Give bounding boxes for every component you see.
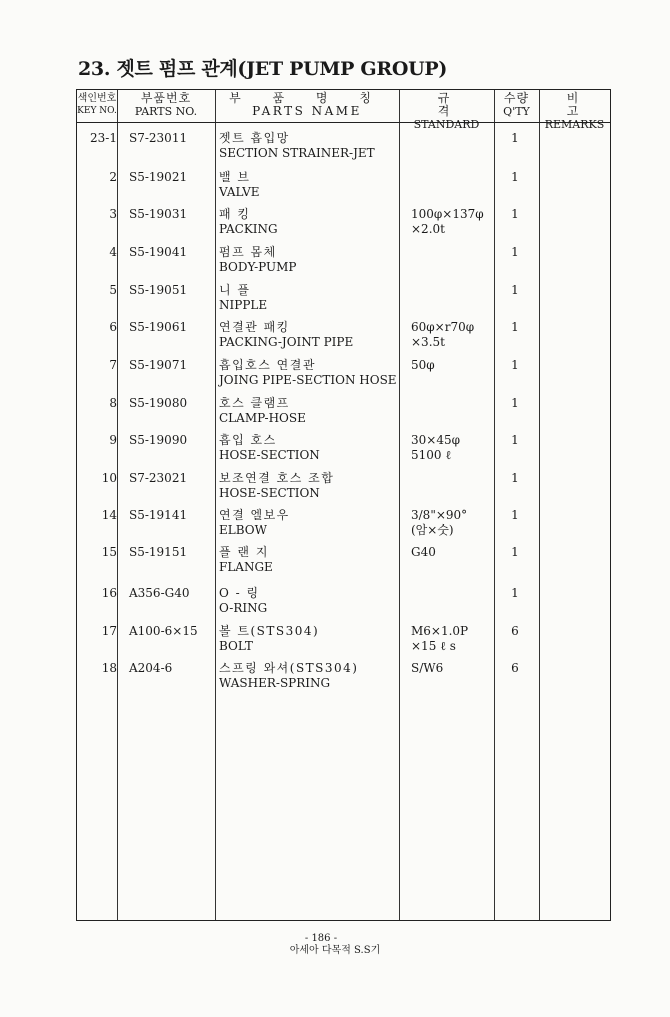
parts-table [76,89,611,921]
page-footer [0,933,670,957]
header-parts-no: 부품번호 PARTS NO. [134,91,198,118]
table-row: 17 A100-6×15 볼 트(STS304) BOLT M6×1.0P ×15 ℓ s 6 [101,624,519,653]
table-row: 9 S5-19090 흡입 호스 HOSE-SECTION 30×45φ 5100 ℓ 1 [109,433,519,462]
table-row: 6 S5-19061 연결관 패킹 PACKING-JOINT PIPE 60φ×r70φ ×3.5t 1 [109,320,519,349]
table-row: 10 S7-23021 보조연결 호스 조합 HOSE-SECTION 1 [101,471,519,500]
page-number: - 186 - [304,933,338,944]
table-row: 7 S5-19071 흡입호스 연결관 JOING PIPE-SECTION HOSE 50φ 1 [109,358,519,387]
table-row: 8 S5-19080 호스 클램프 CLAMP-HOSE 1 [109,396,519,425]
table-row: 14 S5-19141 연결 엘보우 ELBOW 3/8"×90° (암×숫) 1 [101,508,519,537]
table-row: 5 S5-19051 니 플 NIPPLE 1 [109,283,519,312]
table-row: 3 S5-19031 패 킹 PACKING 100φ×137φ ×2.0t 1 [109,207,519,236]
page-title: 23. 젯트 펌프 관계(JET PUMP GROUP) [78,58,448,80]
table-row: 2 S5-19021 밸 브 VALVE 1 [109,170,519,199]
footer-caption: 아세아 다목적 S.S기 [289,945,381,956]
table-row: 4 S5-19041 펌프 몸체 BODY-PUMP 1 [109,245,519,274]
header-parts-name: 부 품 명 칭 PARTS NAME [229,91,385,118]
header-standard: 규 격 STANDARD [413,91,480,131]
header-qty: 수량 Q'TY [503,91,530,118]
table-row: 18 A204-6 스프링 와셔(STS304) WASHER-SPRING S/W6 6 [101,661,519,690]
table-row: 15 S5-19151 플 랜 지 FLANGE G40 1 [101,545,519,574]
table-row: 23-1 S7-23011 젯트 흡입망 SECTION STRAINER-JET 1 [90,131,519,160]
header-remarks: 비 고 REMARKS [544,91,605,131]
header-divider [77,122,610,123]
table-row: 16 A356-G40 O - 링 O-RING 1 [101,586,519,615]
header-key-no: 색인번호 KEY NO. [77,93,117,116]
